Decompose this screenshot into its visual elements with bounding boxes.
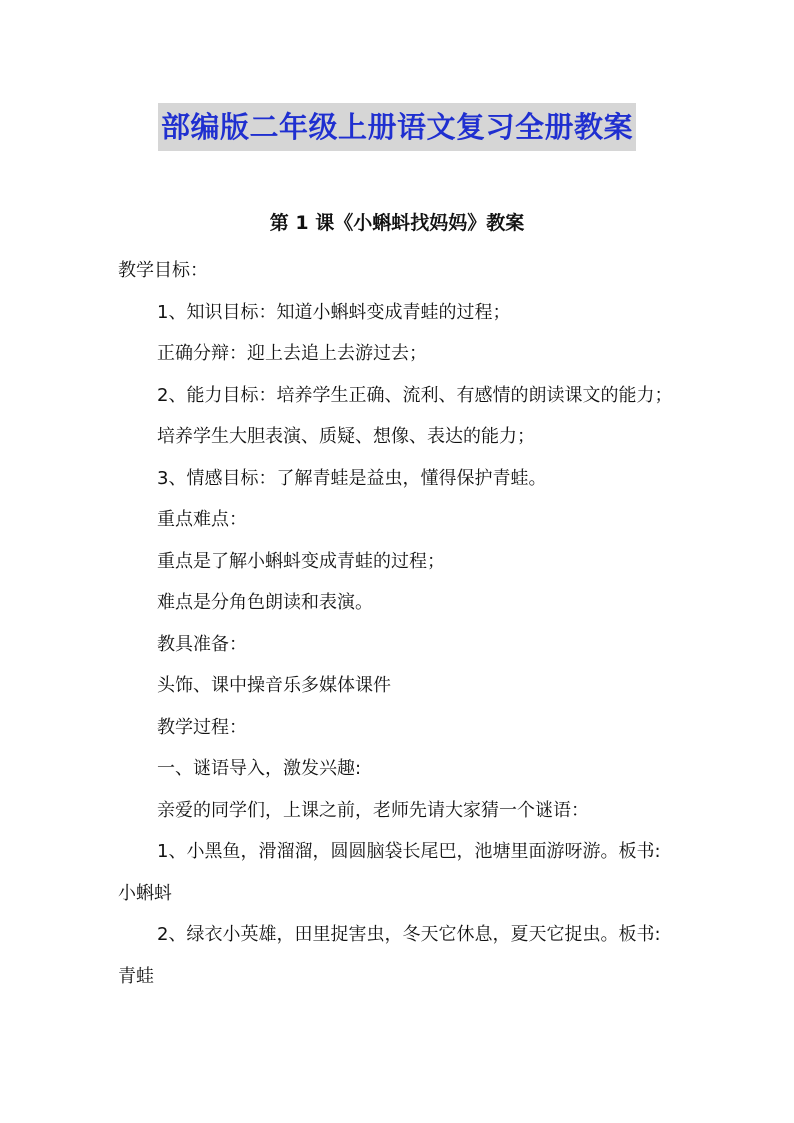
paragraph: 2、能力目标：培养学生正确、流利、有感情的朗读课文的能力；	[157, 384, 673, 406]
paragraph: 2、绿衣小英雄，田里捉害虫，冬天它休息，夏天它捉虫。板书:	[157, 924, 661, 945]
paragraph: 教学目标：	[118, 260, 208, 281]
paragraph: 1、小黑鱼，滑溜溜，圆圆脑袋长尾巴，池塘里面游呀游。板书:	[157, 841, 661, 862]
paragraph-continuation: 小蝌蚪	[118, 882, 172, 904]
paragraph: 重点是了解小蝌蚪变成青蛙的过程；	[157, 550, 445, 572]
paragraph: 亲爱的同学们，上课之前，老师先请大家猜一个谜语：	[157, 799, 589, 821]
paragraph: 一、谜语导入，激发兴趣:	[157, 758, 362, 779]
paragraph: 教学过程：	[157, 716, 247, 738]
paragraph: 培养学生大胆表演、质疑、想像、表达的能力；	[157, 426, 535, 447]
paragraph: 难点是分角色朗读和表演。	[157, 592, 373, 613]
document-body	[118, 250, 683, 997]
paragraph: 教具准备：	[157, 633, 247, 655]
paragraph-continuation: 青蛙	[118, 965, 154, 987]
title-container	[0, 103, 794, 151]
document-title: 部编版二年级上册语文复习全册教案	[158, 103, 636, 151]
paragraph: 1、知识目标：知道小蝌蚪变成青蛙的过程；	[157, 301, 511, 323]
paragraph: 重点难点：	[157, 509, 247, 530]
paragraph: 头饰、课中操音乐多媒体课件	[157, 675, 391, 696]
paragraph: 正确分辩：迎上去追上去游过去；	[157, 343, 427, 364]
paragraph: 3、情感目标：了解青蛙是益虫，懂得保护青蛙。	[157, 467, 547, 489]
lesson-title: 第 1 课《小蝌蚪找妈妈》教案	[269, 212, 525, 234]
